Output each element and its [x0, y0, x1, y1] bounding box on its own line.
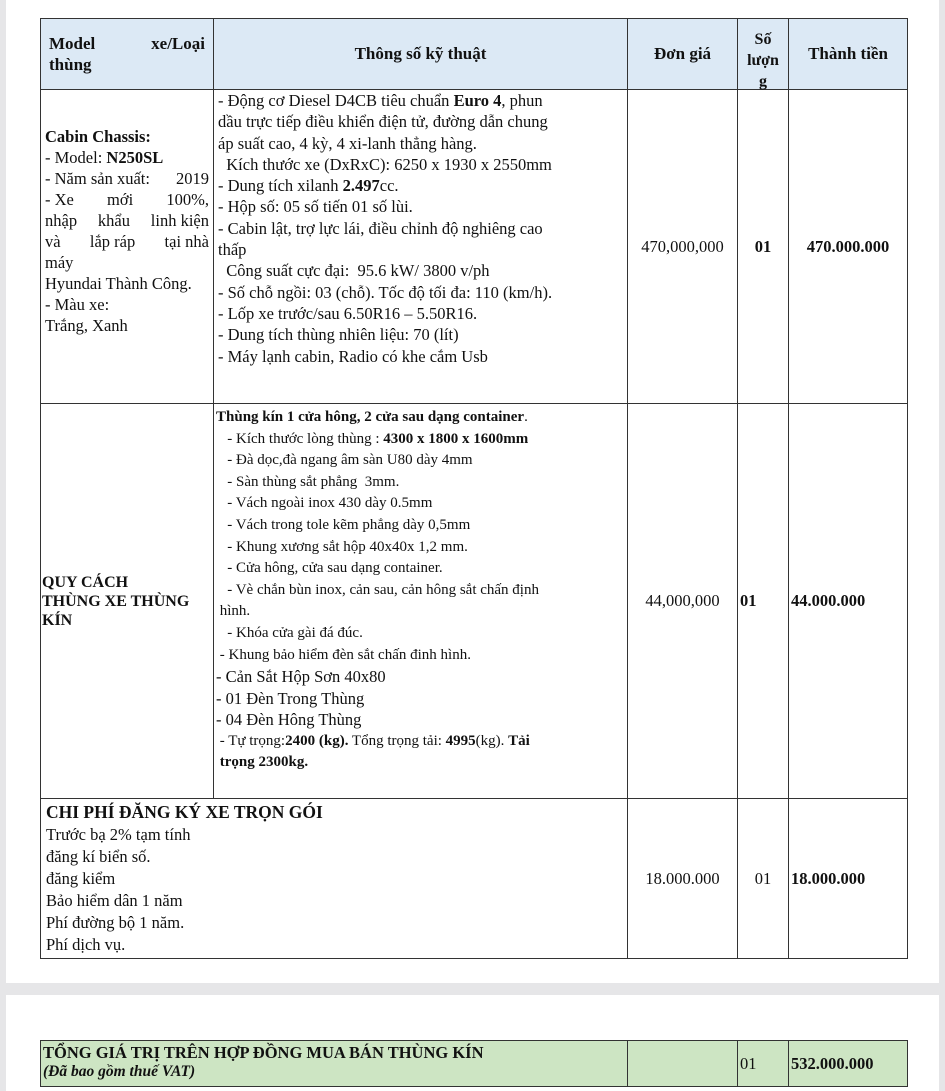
- summary-table: [40, 1040, 908, 1087]
- spec-line: - Dung tích thùng nhiên liệu: 70 (lít): [218, 325, 459, 345]
- spec-line: - Vè chắn bùn inox, cản sau, cản hông sắt chấn định: [216, 581, 539, 598]
- spec-line: áp suất cao, 4 kỳ, 4 xi-lanh thẳng hàng.: [218, 133, 477, 153]
- row2-quantity: 01: [738, 404, 789, 799]
- row1-color-value: Trắng, Xanh: [45, 316, 128, 335]
- summary-price: [628, 1041, 738, 1087]
- row3-line: Bảo hiểm dân 1 năm: [46, 891, 183, 910]
- row1-model: - Model: N250SL: [45, 148, 164, 167]
- header-model: [41, 19, 214, 90]
- row3-quantity: 01: [738, 799, 789, 959]
- header-qty-part: lượn: [747, 51, 779, 69]
- row3-line: Phí dịch vụ.: [46, 935, 126, 954]
- spec-line: Kích thước xe (DxRxC): 6250 x 1930 x 2550mm: [218, 154, 552, 174]
- header-total: Thành tiền: [789, 19, 908, 90]
- spec-line: thấp: [218, 240, 247, 260]
- row1-import: nhập khẩu linh kiện: [45, 211, 209, 230]
- row3-title: CHI PHÍ ĐĂNG KÝ XE TRỌN GÓI: [46, 802, 323, 822]
- summary-row: [41, 1041, 908, 1087]
- row2-unit-price: 44,000,000: [628, 404, 738, 799]
- quote-page: [6, 0, 939, 983]
- spec-line: - Số chỗ ngồi: 03 (chỗ). Tốc độ tối đa: 110 (km/h).: [218, 282, 553, 302]
- quote-table: [40, 18, 908, 959]
- summary-total: 532.000.000: [789, 1041, 908, 1087]
- summary-title: TỔNG GIÁ TRỊ TRÊN HỢP ĐỒNG MUA BÁN THÙNG KÍN: [43, 1043, 484, 1062]
- row3-total: 18.000.000: [789, 799, 908, 959]
- spec-line: Thùng kín 1 cửa hông, 2 cửa sau dạng container.: [216, 409, 528, 425]
- row1-description: [41, 90, 214, 404]
- row3-line: Phí đường bộ 1 năm.: [46, 913, 185, 932]
- header-model-word: xe/Loại: [151, 34, 205, 53]
- row2-total: 44.000.000: [789, 404, 908, 799]
- row2-description: [41, 404, 214, 799]
- row3-line: đăng kiểm: [46, 869, 116, 888]
- header-qty-part: g: [759, 72, 767, 90]
- spec-line: - Đà dọc,đà ngang âm sàn U80 dày 4mm: [216, 452, 473, 469]
- spec-line: - Cản Sắt Hộp Sơn 40x80: [216, 667, 386, 687]
- summary-quantity: 01: [738, 1041, 789, 1087]
- spec-line: - Động cơ Diesel D4CB tiêu chuẩn Euro 4, phun: [218, 91, 543, 110]
- table-row: [41, 404, 908, 799]
- row1-new: - Xe mới 100%,: [45, 190, 209, 209]
- row1-total: 470.000.000: [789, 90, 908, 404]
- spec-line: - Khung bảo hiểm đèn sắt chấn đinh hình.: [216, 646, 471, 663]
- spec-line: dầu trực tiếp điều khiển điện tử, đường dẫn chung: [218, 112, 548, 132]
- spec-line: - Cabin lật, trợ lực lái, điều chỉnh độ nghiêng cao: [218, 218, 543, 238]
- row1-factory: máy: [45, 253, 74, 272]
- row1-color-label: - Màu xe:: [45, 295, 110, 314]
- row2-desc-line: QUY CÁCH: [42, 573, 129, 591]
- row1-year: - Năm sản xuất: 2019: [45, 169, 209, 188]
- row2-desc-line: KÍN: [42, 611, 73, 629]
- header-model-word: thùng: [49, 55, 92, 74]
- spec-line: - 04 Đèn Hông Thùng: [216, 710, 362, 730]
- row3-description: [41, 799, 628, 959]
- row1-title: Cabin Chassis:: [45, 127, 151, 146]
- spec-line: - Khung xương sắt hộp 40x40x 1,2 mm.: [216, 538, 468, 555]
- spec-line: - Dung tích xilanh 2.497cc.: [218, 176, 399, 196]
- spec-line: - Cửa hông, cửa sau dạng container.: [216, 560, 443, 577]
- table-header-row: [41, 19, 908, 90]
- spec-line: - Hộp số: 05 số tiến 01 số lùi.: [218, 197, 413, 217]
- header-qty-part: Số: [754, 30, 772, 48]
- row1-spec: [214, 90, 628, 404]
- header-model-word: Model: [49, 34, 96, 53]
- row1-manufacturer: Hyundai Thành Công.: [45, 274, 192, 293]
- row3-line: đăng kí biển số.: [46, 847, 151, 866]
- row1-unit-price: 470,000,000: [628, 90, 738, 404]
- spec-line: - Vách trong tole kẽm phẳng dày 0,5mm: [216, 516, 471, 533]
- row3-unit-price: 18.000.000: [628, 799, 738, 959]
- spec-line: - 01 Đèn Trong Thùng: [216, 688, 365, 708]
- row2-desc-line: THÙNG XE THÙNG: [42, 592, 190, 610]
- row2-spec: [214, 404, 628, 799]
- header-quantity: [738, 19, 789, 90]
- spec-line: trọng 2300kg.: [216, 754, 309, 771]
- table-row: [41, 799, 908, 959]
- summary-note: (Đã bao gồm thuế VAT): [43, 1063, 196, 1080]
- header-spec: Thông số kỹ thuật: [214, 19, 628, 90]
- row3-line: Trước bạ 2% tạm tính: [46, 825, 191, 844]
- spec-line: - Tự trọng:2400 (kg). Tổng trọng tải: 4995(kg). Tải: [216, 732, 530, 749]
- summary-label: [41, 1041, 628, 1087]
- spec-line: - Sàn thùng sắt phẳng 3mm.: [216, 473, 400, 490]
- summary-page: [6, 995, 939, 1091]
- table-row: [41, 90, 908, 404]
- spec-line: Công suất cực đại: 95.6 kW/ 3800 v/ph: [218, 261, 490, 281]
- row1-quantity: 01: [738, 90, 789, 404]
- spec-line: - Lốp xe trước/sau 6.50R16 – 5.50R16.: [218, 303, 478, 323]
- spec-line: hình.: [216, 603, 251, 620]
- spec-line: - Máy lạnh cabin, Radio có khe cắm Usb: [218, 346, 488, 366]
- spec-line: - Vách ngoài inox 430 dày 0.5mm: [216, 495, 433, 512]
- header-price: Đơn giá: [628, 19, 738, 90]
- row1-assembly: và lắp ráp tại nhà: [45, 232, 209, 251]
- spec-line: - Khóa cửa gài đá đúc.: [216, 624, 363, 641]
- spec-line: - Kích thước lòng thùng : 4300 x 1800 x 1600mm: [216, 430, 529, 447]
